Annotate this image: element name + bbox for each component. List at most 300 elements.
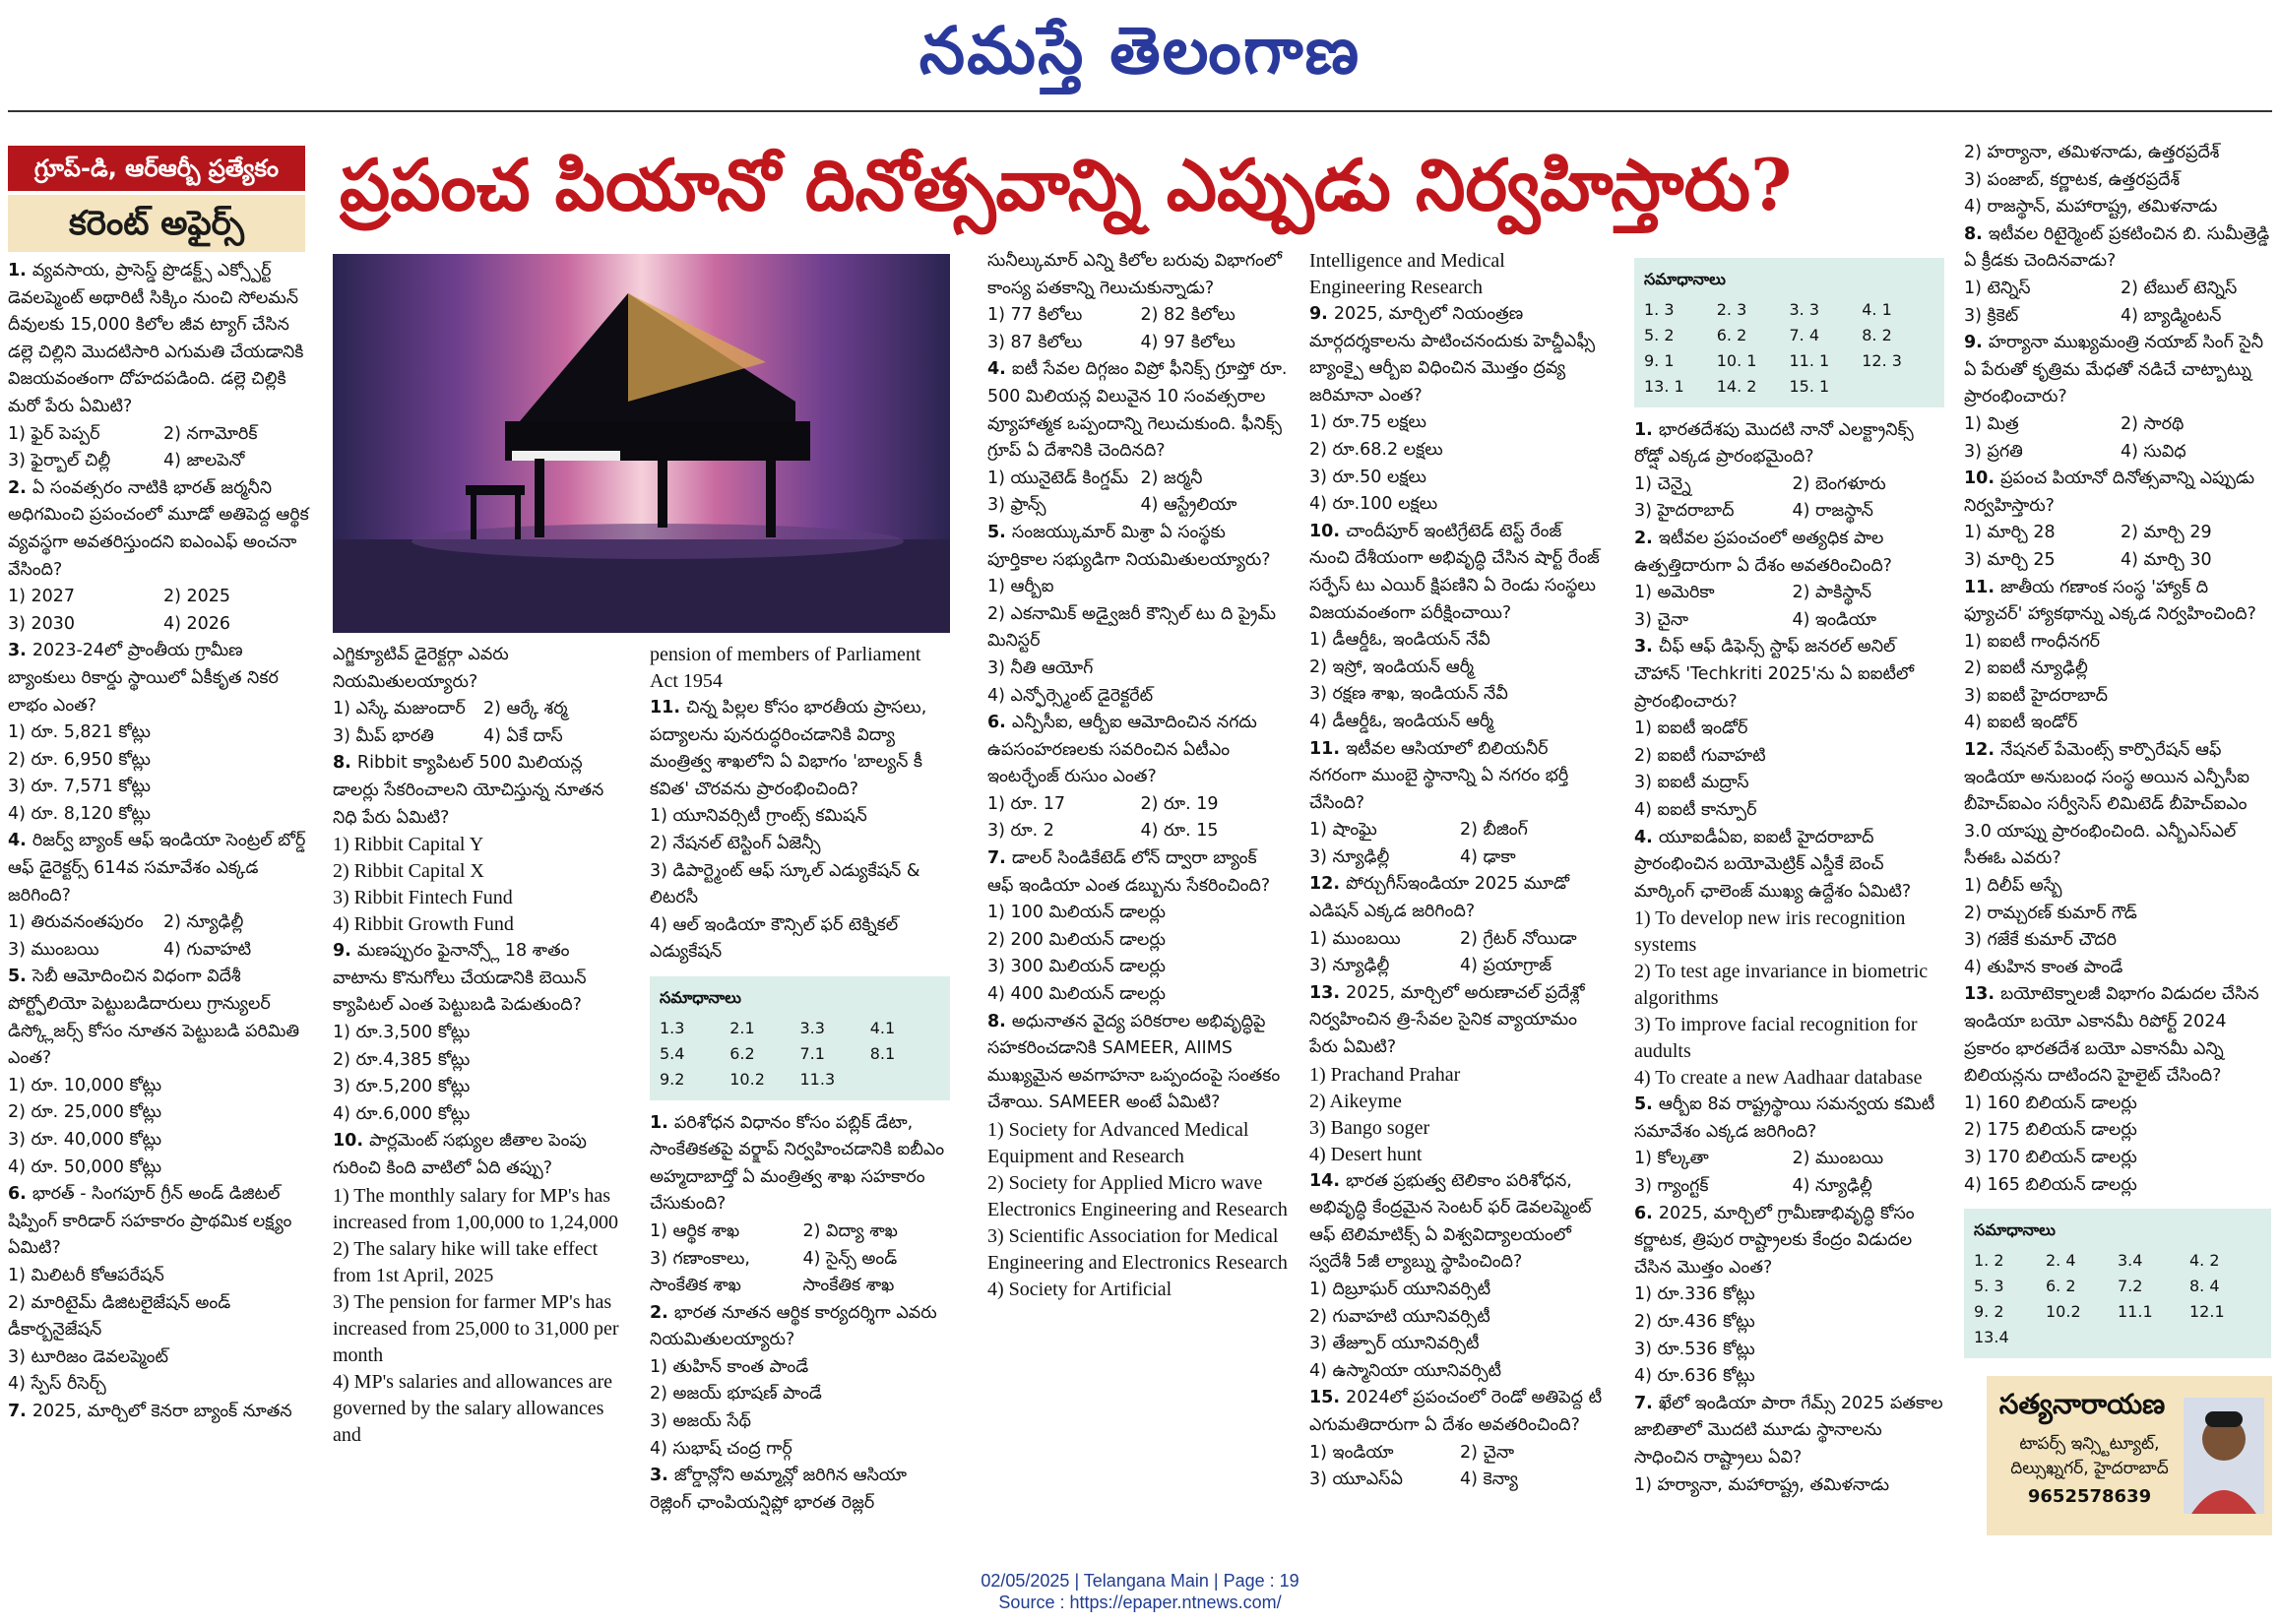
option: 3) ఐఐటీ మద్రాస్ bbox=[1634, 773, 1749, 793]
options-list bbox=[8, 421, 313, 475]
option: 2) మారిటైమ్ డిజిటలైజేషన్ అండ్ డీకార్బనైజేషన్ bbox=[8, 1292, 231, 1341]
option: 4) 2026 bbox=[163, 613, 231, 634]
question-number: 7. bbox=[987, 848, 1012, 869]
author-name: సత్యనారాయణ bbox=[1998, 1388, 2166, 1420]
question-number: 3. bbox=[8, 641, 32, 661]
option: 3) న్యూఢిల్లీ bbox=[1309, 846, 1390, 867]
option: 4) రూ.6,000 కోట్లు bbox=[333, 1103, 471, 1124]
question-text bbox=[987, 1009, 1288, 1117]
question-block bbox=[333, 1128, 628, 1448]
option: 1) కోల్కతా bbox=[1634, 1149, 1709, 1169]
option: 4) 400 మిలియన్ డాలర్లు bbox=[987, 984, 1166, 1005]
option: 2) నగామోరిక్ bbox=[163, 423, 258, 444]
question-text bbox=[650, 642, 950, 695]
options-list bbox=[987, 466, 1288, 520]
answer-item: 6.2 bbox=[729, 1043, 755, 1063]
option: 2) 2025 bbox=[163, 587, 231, 607]
answer-item: 8.1 bbox=[869, 1043, 896, 1063]
option: 1) ఆర్థిక శాఖ bbox=[650, 1220, 740, 1241]
option: 2) విద్యా శాఖ bbox=[802, 1220, 898, 1241]
options-list bbox=[8, 909, 313, 964]
option: 2) ముంబయి bbox=[1792, 1149, 1884, 1169]
option: 2) టేబుల్ టెన్నిస్ bbox=[2121, 278, 2238, 298]
option: 2) రూ. 6,950 కోట్లు bbox=[8, 749, 151, 770]
option: 4) ఏకే దాస్ bbox=[483, 725, 563, 746]
option: 3) క్రికెట్ bbox=[1964, 305, 2019, 326]
option: 4) MP's salaries and allowances are governed by the salary allowances and bbox=[333, 1370, 613, 1446]
options-list bbox=[987, 900, 1288, 1008]
piano-photo bbox=[333, 254, 950, 633]
question-block bbox=[650, 642, 950, 695]
question-number: 8. bbox=[333, 753, 357, 774]
question-block bbox=[8, 964, 313, 1181]
column-6 bbox=[1634, 248, 1944, 1528]
question-body: జాతీయ గణాంక సంస్థ 'హ్యాక్ ది ఫ్యూచర్' హ్యాకథాన్ను ఎక్కడ నిర్వహించింది? bbox=[1964, 577, 2256, 625]
option: 1) చెన్నై bbox=[1634, 473, 1691, 494]
question-number: 1. bbox=[8, 261, 32, 281]
option: 4) సుభాష్ చంద్ర గార్గ్ bbox=[650, 1438, 792, 1459]
question-body: భారత ప్రభుత్వ టెలికాం పరిశోధన, అభివృద్ధి కేంద్రమైన సెంటర్ ఫర్ డెవలప్మెంట్ ఆఫ్ టెలిమాటిక్స్ ఏ విశ్వవిద్యాలయంలో స్వదేశీ 5జీ ల్యాబ్ను స్థాపించింది? bbox=[1309, 1170, 1592, 1273]
question-block bbox=[1634, 417, 1944, 526]
question-number: 5. bbox=[8, 967, 32, 987]
option: 3) రక్షణ శాఖ, ఇండియన్ నేవీ bbox=[1309, 684, 1508, 705]
options-list bbox=[1309, 1062, 1605, 1168]
question-block bbox=[650, 1110, 950, 1300]
answer-item: 7.2 bbox=[2118, 1276, 2143, 1295]
option: 2) గ్రేటర్ నోయిడా bbox=[1460, 928, 1577, 949]
options-list bbox=[987, 791, 1288, 845]
question-body: జోర్డాన్లోని అమ్మాన్లో జరిగిన ఆసియా రెజ్లింగ్ ఛాంపియన్షిప్లో భారత రెజ్లర్ bbox=[650, 1466, 908, 1513]
option: 1) రూ. 5,821 కోట్లు bbox=[8, 722, 151, 743]
question-text bbox=[333, 938, 628, 1020]
answer-item: 1. 2 bbox=[1974, 1250, 2004, 1270]
option: 1) రూ. 10,000 కోట్లు bbox=[8, 1075, 162, 1095]
option: 3) మార్చి 25 bbox=[1964, 549, 2056, 570]
options-list bbox=[1309, 926, 1605, 980]
question-body: భారత నూతన ఆర్థిక కార్యదర్శిగా ఎవరు నియమితులయ్యారు? bbox=[650, 1302, 937, 1350]
answer-item: 13. 1 bbox=[1644, 376, 1684, 396]
option: 3) Scientific Association for Medical Engineering and Electronics Research bbox=[987, 1225, 1288, 1274]
question-body: 2025, మార్చిలో గ్రామీణాభివృద్ధి కోసం కర్ణాటక, త్రిపుర రాష్ట్రాలకు కేంద్రం విడుదల చేసిన మొత్తం ఎంత? bbox=[1634, 1203, 1915, 1278]
question-text bbox=[987, 248, 1288, 302]
option: 3) గణాంకాలు, సాంకేతిక శాఖ bbox=[650, 1248, 750, 1296]
option: 2) Society for Applied Micro wave Electronics Engineering and Research bbox=[987, 1172, 1288, 1220]
question-block bbox=[987, 520, 1288, 710]
question-body: ఇటీవల ప్రపంచంలో అత్యధిక పాల ఉత్పత్తిదారుగా ఏ దేశం అవతరించింది? bbox=[1634, 528, 1892, 576]
question-body: డాలర్ సిండికేటెడ్ లోన్ ద్వారా బ్యాంక్ ఆఫ్ ఇండియా ఎంత డబ్బును సేకరించింది? bbox=[987, 848, 1271, 896]
question-number: 9. bbox=[1964, 333, 1989, 353]
answer-item: 6. 2 bbox=[1716, 325, 1747, 344]
column-7 bbox=[1964, 140, 2271, 1370]
option: 1) Prachand Prahar bbox=[1309, 1063, 1461, 1086]
question-text bbox=[650, 1463, 950, 1517]
question-block bbox=[8, 638, 313, 828]
option: 1) Ribbit Capital Y bbox=[333, 834, 484, 856]
option: 4) ఆస్ట్రేలియా bbox=[1140, 495, 1237, 516]
options-list bbox=[1964, 1091, 2271, 1199]
question-body: 2025, మార్చిలో కెనరా బ్యాంక్ నూతన bbox=[32, 1401, 292, 1421]
option: 2) 200 మిలియన్ డాలర్లు bbox=[987, 929, 1166, 950]
option: 1) 2027 bbox=[8, 587, 76, 607]
column-5 bbox=[1309, 248, 1605, 1528]
question-number: 12. bbox=[1309, 874, 1347, 895]
option: 2) రామ్చరణ్ కుమార్ గౌడ్ bbox=[1964, 903, 2137, 923]
question-block bbox=[1964, 737, 2271, 981]
options-list bbox=[1964, 629, 2271, 737]
option: 2) Aikeyme bbox=[1309, 1090, 1402, 1112]
answer-item: 13.4 bbox=[1974, 1327, 2009, 1346]
question-body: Ribbit క్యాపిటల్ 500 మిలియన్ల డాలర్లు సేకరించాలని యోచిస్తున్న నూతన నిధి పేరు ఏమిటి? bbox=[333, 753, 604, 828]
question-text bbox=[8, 964, 313, 1072]
option: 4) కెన్యా bbox=[1460, 1469, 1518, 1490]
question-block bbox=[1634, 634, 1944, 824]
question-number: 5. bbox=[1634, 1094, 1659, 1115]
question-body: యూఐడీఏఐ, ఐఐటీ హైదరాబాద్ ప్రారంభించిన బయోమెట్రిక్ ఎస్డీకే బెంచ్ మార్కింగ్ ఛాలెంజ్ ముఖ్య ఉద్దేశం ఏమిటి? bbox=[1634, 827, 1912, 902]
column-2 bbox=[333, 642, 628, 1528]
question-number: 4. bbox=[8, 831, 32, 851]
answer-item: 5. 3 bbox=[1974, 1276, 2004, 1295]
options-list bbox=[1634, 1472, 1944, 1500]
option: 3) To improve facial recognition for audults bbox=[1634, 1014, 1918, 1063]
question-text bbox=[1964, 466, 2271, 520]
option: 4) సైన్స్ అండ్ సాంకేతిక శాఖ bbox=[802, 1248, 898, 1296]
option: 2) మార్చి 29 bbox=[2121, 523, 2212, 543]
options-list bbox=[8, 584, 313, 638]
question-block bbox=[8, 475, 313, 639]
question-text bbox=[1309, 248, 1605, 301]
option: 2) The salary hike will take effect from 1st April, 2025 bbox=[333, 1237, 599, 1286]
question-block bbox=[333, 642, 628, 750]
question-body: ప్రపంచ పియానో దినోత్సవాన్ని ఎప్పుడు నిర్వహిస్తారు? bbox=[1964, 468, 2255, 516]
question-number: 9. bbox=[1309, 304, 1334, 324]
question-number: 3. bbox=[1634, 637, 1659, 657]
answer-item: 8. 2 bbox=[1862, 325, 1892, 344]
question-body: 2023-24లో ప్రాంతీయ గ్రామీణ బ్యాంకులు రికార్డు స్థాయిలో ఏకీకృత నికర లాభం ఎంత? bbox=[8, 641, 279, 716]
option: 1) ఆర్బీఐ bbox=[987, 577, 1054, 597]
option: 2) 82 కిలోలు bbox=[1140, 305, 1235, 326]
option: 1) రూ. 17 bbox=[987, 793, 1065, 814]
option: 2) బెంగళూరు bbox=[1792, 473, 1886, 494]
question-number: 2. bbox=[8, 477, 32, 498]
option: 1) దిలీప్ అస్బే bbox=[1964, 876, 2062, 897]
option: 1) The monthly salary for MP's has increased from 1,00,000 to 1,24,000 bbox=[333, 1184, 618, 1233]
answer-item: 1. 3 bbox=[1644, 299, 1675, 319]
options-list bbox=[8, 1263, 313, 1399]
option: 2) బీజింగ్ bbox=[1460, 820, 1528, 841]
answer-item: 9. 2 bbox=[1974, 1301, 2004, 1321]
option: 3) రూ. 7,571 కోట్లు bbox=[8, 777, 151, 797]
question-number: 12. bbox=[1964, 740, 2001, 761]
option: 2) ఎకనామిక్ అడ్వైజరీ కౌన్సిల్ టు ది ప్రైమ్ మినిస్టర్ bbox=[987, 603, 1276, 652]
question-text bbox=[1634, 634, 1944, 716]
option: 3) ఫ్రాన్స్ bbox=[987, 495, 1046, 516]
option: 1) రూ.336 కోట్లు bbox=[1634, 1284, 1755, 1305]
question-text bbox=[987, 520, 1288, 574]
options-list bbox=[987, 302, 1288, 356]
question-block bbox=[1964, 981, 2271, 1199]
question-body: చిన్న పిల్లల కోసం భారతీయ ప్రాసలు, పద్యాలను పునరుద్ధరించడానికి విద్యా మంత్రిత్వ శాఖలోని ఏ విభాగం 'బాల్యన్ కీ కవిత' చొరవను ప్రారంభించింది? bbox=[650, 698, 927, 799]
question-body: భారతదేశపు మొదటి నానో ఎలక్ట్రానిక్స్ రోడ్షో ఎక్కడ ప్రారంభమైంది? bbox=[1634, 419, 1914, 468]
question-text bbox=[333, 642, 628, 696]
question-body: భారత్ - సింగపూర్ గ్రీన్ అండ్ డిజిటల్ షిప్పింగ్ కారిడార్ సహకారం ప్రాథమిక లక్ష్యం ఏమిటి? bbox=[8, 1184, 292, 1259]
question-number: 9. bbox=[333, 941, 357, 962]
option: 3) 170 బిలియన్ డాలర్లు bbox=[1964, 1147, 2137, 1167]
question-number: 6. bbox=[987, 713, 1012, 733]
answer-grid bbox=[660, 1016, 940, 1093]
question-block bbox=[1309, 980, 1605, 1168]
option: 2) Ribbit Capital X bbox=[333, 860, 484, 883]
options-list bbox=[987, 574, 1288, 710]
option: 2) న్యూఢిల్లీ bbox=[163, 912, 244, 933]
options-list bbox=[1964, 520, 2271, 574]
option: 4) రాజస్థాన్ bbox=[1792, 501, 1873, 522]
column-4 bbox=[987, 248, 1288, 1528]
answer-item: 5.4 bbox=[660, 1043, 685, 1063]
question-number: 13. bbox=[1964, 984, 2001, 1005]
option: 2) అజయ్ భూషణ్ పాండే bbox=[650, 1384, 822, 1405]
option: 3) న్యూఢిల్లీ bbox=[1309, 956, 1390, 976]
option: 4) మార్చి 30 bbox=[2121, 549, 2212, 570]
question-text bbox=[1964, 330, 2271, 411]
question-body: ఇటీవల ఆసియాలో బిలియనీర్ నగరంగా ముంబై స్థానాన్ని ఏ నగరం భర్తీ చేసింది? bbox=[1309, 738, 1569, 813]
question-block bbox=[1634, 825, 1944, 1093]
question-block bbox=[650, 695, 950, 967]
option: 4) సువిధ bbox=[2121, 441, 2186, 462]
question-body: హర్యానా ముఖ్యమంత్రి నయాబ్ సింగ్ సైనీ ఏ పేరుతో కృత్రిమ మేధతో నడిచే చాట్బాట్ను ప్రారంభించారు? bbox=[1964, 333, 2263, 407]
option: 2) రూ.436 కోట్లు bbox=[1634, 1312, 1755, 1333]
answer-item: 2.1 bbox=[729, 1018, 755, 1037]
option: 4) To create a new Aadhaar database bbox=[1634, 1067, 1923, 1090]
question-text bbox=[987, 356, 1288, 465]
question-body: రిజర్వ్ బ్యాంక్ ఆఫ్ ఇండియా సెంట్రల్ బోర్డ్ ఆఫ్ డైరెక్టర్స్ 614వ సమావేశం ఎక్కడ జరిగింది? bbox=[8, 831, 306, 906]
options-list bbox=[1634, 1281, 1944, 1390]
question-number: 5. bbox=[987, 522, 1012, 542]
question-body: ఏ సంవత్సరం నాటికి భారత్ జర్మనీని అధిగమించి ప్రపంచంలో మూడో అతిపెద్ద ఆర్థిక వ్యవస్థగా అవతరిస్తుందని ఐఎంఎఫ్ అంచనా వేసింది? bbox=[8, 477, 309, 580]
question-number: 8. bbox=[987, 1011, 1012, 1031]
option: 2) రూ.68.2 లక్షలు bbox=[1309, 439, 1443, 460]
answer-key bbox=[1634, 258, 1944, 407]
option: 1) Society for Advanced Medical Equipment and Research bbox=[987, 1119, 1249, 1167]
question-block bbox=[1309, 519, 1605, 736]
option: 4) ఐఐటీ ఇండోర్ bbox=[1964, 713, 2078, 733]
answer-item: 7.1 bbox=[799, 1043, 825, 1063]
answer-item: 10.2 bbox=[729, 1069, 765, 1089]
question-body: 2025, మార్చిలో నియంత్రణ మార్గదర్శకాలను పాటించనందుకు హెచ్డీఎఫ్సీ బ్యాంక్పై ఆర్బీఐ విధించిన మొత్తం ద్రవ్య జరిమానా ఎంత? bbox=[1309, 304, 1596, 406]
question-text bbox=[1309, 519, 1605, 627]
option: 3) గజేకే కుమార్ చౌదరి bbox=[1964, 930, 2118, 951]
option: 4) జాలపెనో bbox=[163, 451, 245, 471]
question-text bbox=[8, 258, 313, 421]
option: 1) రూ.3,500 కోట్లు bbox=[333, 1022, 471, 1042]
question-body: అధునాతన వైద్య పరికరాల అభివృద్ధిపై సహకరించడానికి SAMEER, AIIMS ముఖ్యమైన అవగాహనా ఒప్పందంపై సంతకం చేశాయి. SAMEER అంటే ఏమిటి? bbox=[987, 1011, 1281, 1113]
option: 4) గువాహటి bbox=[163, 939, 252, 960]
question-block bbox=[333, 750, 628, 938]
option: 2) రూ. 19 bbox=[1140, 793, 1219, 814]
question-body: మణప్పురం ఫైనాన్స్లో 18 శాతం వాటాను కొనుగోలు చేయడానికి బెయిన్ క్యాపిటల్ ఎంత పెట్టుబడి పెడుతుంది? bbox=[333, 941, 587, 1016]
section-tag: గ్రూప్-డి, ఆర్ఆర్బీ ప్రత్యేకం bbox=[8, 146, 305, 191]
option: 3) యూఎస్ఏ bbox=[1309, 1469, 1403, 1490]
option: 4) రూ.100 లక్షలు bbox=[1309, 494, 1438, 515]
question-text bbox=[1964, 575, 2271, 629]
option: 1) తుహిన్ కాంత పాండే bbox=[650, 1356, 809, 1377]
question-body: బయోటెక్నాలజీ విభాగం విడుదల చేసిన ఇండియా బయో ఎకానమీ రిపోర్ట్ 2024 ప్రకారం భారతదేశ బయో ఎకానమీ ఎన్ని బిలియన్లను దాటిందని హైలైట్ చేసింది? bbox=[1964, 984, 2259, 1087]
option: 4) రూ. 50,000 కోట్లు bbox=[8, 1156, 162, 1177]
question-block bbox=[1634, 526, 1944, 634]
options-list bbox=[1964, 276, 2271, 330]
question-text bbox=[1309, 1168, 1605, 1277]
option: 3) తేజ్పూర్ యూనివర్సిటీ bbox=[1309, 1334, 1480, 1354]
option: 3) 2030 bbox=[8, 613, 76, 634]
option: 2) గువాహటి యూనివర్సిటీ bbox=[1309, 1306, 1490, 1327]
question-body: ఐటీ సేవల దిగ్గజం విప్రో ఫీనిక్స్ గ్రూప్తో రూ. 500 మిలియన్ల విలువైన 10 సంవత్సరాల వ్యూహాత్మక ఒప్పందాన్ని గెలుచుకుంది. ఫీనిక్స్ గ్రూప్ ఏ దేశానికి చెందినది? bbox=[987, 359, 1288, 462]
options-list bbox=[1634, 906, 1944, 1092]
options-list bbox=[8, 1073, 313, 1181]
option: 3) హైదరాబాద్ bbox=[1634, 501, 1735, 522]
question-number: 6. bbox=[8, 1184, 32, 1205]
option: 3) ప్రగతి bbox=[1964, 441, 2023, 462]
question-block bbox=[1964, 140, 2271, 221]
question-body: సునీల్కుమార్ ఎన్ని కిలోల బరువు విభాగంలో కాంస్య పతకాన్ని గెలుచుకున్నాడు? bbox=[987, 251, 1282, 298]
question-body: సంజయ్కుమార్ మిశ్రా ఏ సంస్థకు పూర్తికాల సభ్యుడిగా నియమితులయ్యారు? bbox=[987, 522, 1271, 570]
question-number: 4. bbox=[1634, 827, 1659, 847]
option: 4) ఉస్మానియా యూనివర్సిటీ bbox=[1309, 1360, 1501, 1381]
options-list bbox=[1309, 627, 1605, 735]
option: 3) గ్యాంగ్టక్ bbox=[1634, 1176, 1709, 1197]
question-block bbox=[650, 1300, 950, 1464]
option: 4) రాజస్థాన్, మహారాష్ట్ర, తమిళనాడు bbox=[1964, 197, 2218, 218]
options-list bbox=[650, 803, 950, 967]
option: 1) ఎస్కే మజుందార్ bbox=[333, 699, 466, 719]
question-body: పార్లమెంట్ సభ్యుల జీతాల పెంపు గురించి కింది వాటిలో ఏది తప్పు? bbox=[333, 1131, 587, 1178]
answer-item: 3.3 bbox=[799, 1018, 825, 1037]
option: 1) రూ.75 లక్షలు bbox=[1309, 412, 1426, 433]
option: 1) టెన్నిస్ bbox=[1964, 278, 2031, 298]
option: 1) ఇండియా bbox=[1309, 1442, 1394, 1463]
answer-item: 1.3 bbox=[660, 1018, 685, 1037]
option: 2) జర్మనీ bbox=[1140, 468, 1203, 488]
question-block bbox=[1964, 330, 2271, 466]
options-list bbox=[650, 1354, 950, 1463]
question-text bbox=[1634, 526, 1944, 580]
option: 2) 175 బిలియన్ డాలర్లు bbox=[1964, 1120, 2137, 1141]
answer-grid bbox=[1974, 1248, 2261, 1350]
question-text bbox=[1309, 301, 1605, 409]
author-photo bbox=[2184, 1398, 2264, 1514]
option: 1) To develop new iris recognition systems bbox=[1634, 907, 1906, 957]
option: 3) అజయ్ సేథ్ bbox=[650, 1411, 752, 1432]
question-body: పరిశోధన విధానం కోసం పబ్లిక్ డేటా, సాంకేతికతపై వర్క్షాప్ నిర్వహించడానికి ఐబీఎం అహ్మదాబాద్తో ఏ మంత్రిత్వ శాఖ సహకారం చేసుకుంది? bbox=[650, 1112, 945, 1215]
option: 1) ఐఐటీ ఇండోర్ bbox=[1634, 718, 1748, 739]
options-list bbox=[987, 1117, 1288, 1303]
answer-item: 4. 1 bbox=[1862, 299, 1892, 319]
question-text bbox=[987, 845, 1288, 900]
question-body: సెబీ ఆమోదించిన విధంగా విదేశీ పోర్ట్ఫోలియో పెట్టుబడిదారులు గ్రాన్యులర్ డిస్క్లోజర్స్ కోసం నూతన పెట్టుబడి పరిమితి ఎంత? bbox=[8, 967, 300, 1069]
question-number: 11. bbox=[1964, 577, 2001, 597]
question-number: 6. bbox=[1634, 1203, 1659, 1223]
options-list bbox=[1309, 817, 1605, 871]
option: 3) రూ. 2 bbox=[987, 821, 1054, 842]
option: 4) ఢాకా bbox=[1460, 846, 1516, 867]
question-number: 10. bbox=[1964, 468, 2001, 489]
question-text bbox=[8, 638, 313, 719]
question-text bbox=[1964, 981, 2271, 1090]
option: 3) రూ.50 లక్షలు bbox=[1309, 467, 1426, 487]
option: 3) Bango soger bbox=[1309, 1116, 1430, 1139]
options-list bbox=[333, 1020, 628, 1128]
question-body: pension of members of Parliament Act 1954 bbox=[650, 644, 921, 692]
options-list bbox=[1309, 1277, 1605, 1385]
question-number: 7. bbox=[1634, 1393, 1659, 1413]
question-number: 4. bbox=[987, 359, 1012, 380]
footer-date-line: 02/05/2025 | Telangana Main | Page : 19 bbox=[981, 1571, 1299, 1591]
question-block bbox=[1309, 871, 1605, 979]
option: 4) స్పేస్ రీసెర్చ్ bbox=[8, 1374, 106, 1395]
question-body: నేషనల్ పేమెంట్స్ కార్పొరేషన్ ఆఫ్ ఇండియా అనుబంధ సంస్థ అయిన ఎన్పీసీఐ బీహెచ్ఐఎం సర్వీసెస్ లిమిటెడ్ బీహెచ్ఐఎం 3.0 యాప్ను ప్రారంభించింది. ఎన్బీఎస్ఎల్ సీఈఓ ఎవరు? bbox=[1964, 740, 2249, 869]
question-block bbox=[8, 1181, 313, 1399]
options-list bbox=[1964, 411, 2271, 466]
question-text bbox=[650, 1300, 950, 1354]
question-block bbox=[987, 1009, 1288, 1303]
question-text bbox=[987, 710, 1288, 791]
question-text bbox=[1634, 1092, 1944, 1146]
option: 3) మీప్ భారతి bbox=[333, 725, 434, 746]
question-block bbox=[8, 828, 313, 964]
options-list bbox=[1634, 716, 1944, 824]
question-text bbox=[650, 695, 950, 803]
option: 3) ఫైర్బాల్ చిల్లీ bbox=[8, 451, 111, 471]
answer-key bbox=[1964, 1209, 2271, 1358]
option: 4) Ribbit Growth Fund bbox=[333, 913, 514, 936]
option: 1) ఫైర్ పెప్పర్ bbox=[8, 423, 100, 444]
answer-key-title: సమాధానాలు bbox=[1644, 270, 1726, 288]
answer-item: 4. 2 bbox=[2189, 1250, 2220, 1270]
option: 1) మార్చి 28 bbox=[1964, 523, 2056, 543]
option: 3) రూ.5,200 కోట్లు bbox=[333, 1077, 471, 1097]
grand-piano-icon bbox=[333, 254, 950, 633]
question-text bbox=[1309, 871, 1605, 925]
headline: ప్రపంచ పియానో దినోత్సవాన్ని ఎప్పుడు నిర్వహిస్తారు? bbox=[340, 143, 1793, 226]
option: 1) హర్యానా, మహారాష్ట్ర, తమిళనాడు bbox=[1634, 1474, 1890, 1495]
question-body: Intelligence and Medical Engineering Research bbox=[1309, 250, 1505, 298]
option: 4) న్యూఢిల్లీ bbox=[1792, 1176, 1872, 1197]
option: 2) ఇస్రో, ఇండియన్ ఆర్మీ bbox=[1309, 656, 1474, 677]
option: 2) ఐఐటీ న్యూఢిల్లీ bbox=[1964, 658, 2088, 679]
option: 4) డీఆర్డీఓ, ఇండియన్ ఆర్మీ bbox=[1309, 711, 1494, 731]
question-number: 10. bbox=[333, 1131, 370, 1152]
question-text bbox=[1309, 736, 1605, 818]
question-body: చీఫ్ ఆఫ్ డిఫెన్స్ స్టాఫ్ జనరల్ అనిల్ చౌహాన్ 'Techkriti 2025'ను ఏ ఐఐటీలో ప్రారంభించారు? bbox=[1634, 637, 1914, 712]
answer-item: 5. 2 bbox=[1644, 325, 1675, 344]
options-list bbox=[333, 696, 628, 750]
option: 3) ఐఐటీ హైదరాబాద్ bbox=[1964, 685, 2108, 706]
option: 1) యునైటెడ్ కింగ్డమ్ bbox=[987, 468, 1129, 488]
option: 1) దిబ్రూఘర్ యూనివర్సిటీ bbox=[1309, 1280, 1491, 1299]
question-text bbox=[1309, 1385, 1605, 1439]
options-list bbox=[1964, 140, 2271, 221]
question-body: వ్యవసాయ, ప్రాసెస్డ్ ప్రొడక్ట్స్ ఎక్స్పోర్ట్ డెవలప్మెంట్ అథారిటీ సిక్కిం నుంచి సోలమన్ దీవులకు 15,000 కిలోల జీవ ట్యాగ్ చేసిన డల్లె చిల్లిని మొదటిసారి ఎగుమతి చేయడానికి విజయవంతంగా దోహదపడింది. డల్లె చిల్లికి మరో పేరు ఏమిటి? bbox=[8, 261, 304, 416]
option: 2) సారథి bbox=[2121, 413, 2185, 434]
option: 4) ఎన్ఫోర్స్మెంట్ డైరెక్టరేట్ bbox=[987, 685, 1154, 706]
question-body: ఖేలో ఇండియా పారా గేమ్స్ 2025 పతకాల జాబితాలో మొదటి మూడు స్థానాలను సాధించిన రాష్ట్రాలు ఏవి? bbox=[1634, 1393, 1943, 1468]
question-block bbox=[1309, 301, 1605, 519]
question-number: 8. bbox=[1964, 223, 1989, 244]
answer-item: 12. 3 bbox=[1862, 350, 1902, 370]
question-number: 1. bbox=[650, 1112, 674, 1133]
question-number: 11. bbox=[650, 698, 687, 718]
answer-key-title: సమాధానాలు bbox=[1974, 1220, 2056, 1240]
question-block bbox=[1634, 1092, 1944, 1200]
question-block bbox=[1964, 221, 2271, 330]
